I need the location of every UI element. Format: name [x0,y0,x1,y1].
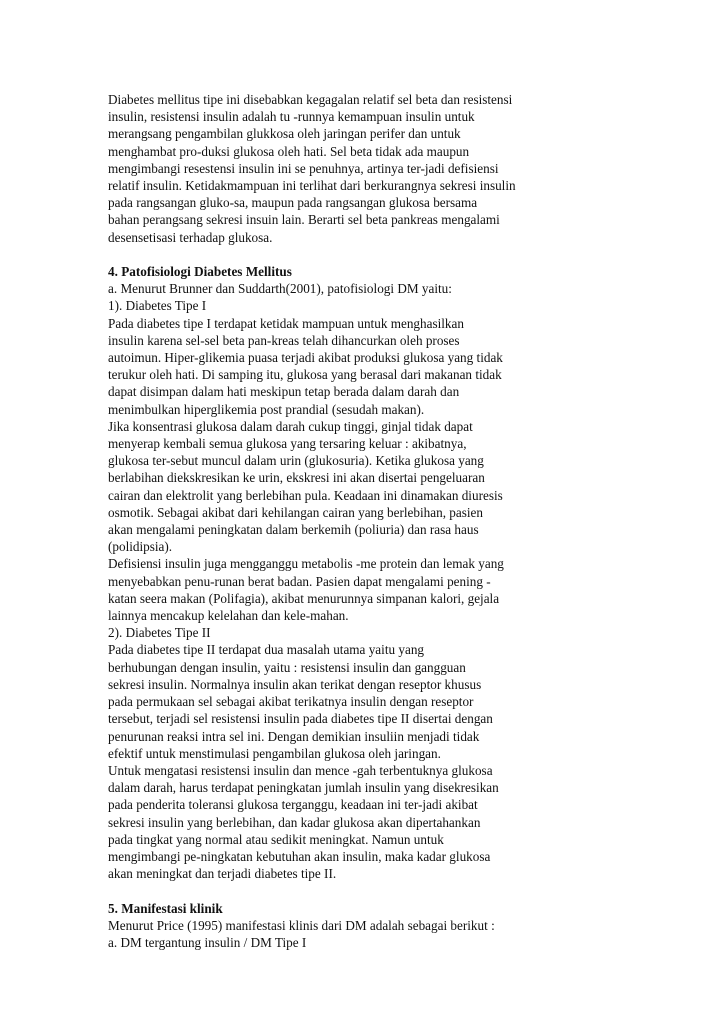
text-line: osmotik. Sebagai akibat dari kehilangan cairan yang berlebihan, pasien [108,504,483,520]
text-line: a. Menurut Brunner dan Suddarth(2001), patofisiologi DM yaitu: [108,281,452,297]
text-line: berlabihan diekskresikan ke urin, ekskresi ini akan disertai pengeluaran [108,470,485,486]
text-line: akan meningkat dan terjadi diabetes tipe II. [108,866,337,882]
text-line: insulin karena sel-sel beta pan-kreas telah dihancurkan oleh proses [108,332,460,348]
intro-paragraph [108,91,708,246]
section-patofisiologi [108,263,708,882]
document-page [108,91,708,951]
section-heading: 4. Patofisiologi Diabetes Mellitus [108,264,292,280]
paragraph-gap [108,882,708,899]
text-line: pada penderita toleransi glukosa terganggu, keadaan ini ter-jadi akibat [108,797,478,813]
text-line: cairan dan elektrolit yang berlebihan pula. Keadaan ini dinamakan diuresis [108,487,503,503]
text-line: menimbulkan hiperglikemia post prandial (sesudah makan). [108,401,425,417]
text-line: a. DM tergantung insulin / DM Tipe I [108,934,307,950]
text-line: 2). Diabetes Tipe II [108,625,211,641]
text-line: Pada diabetes tipe II terdapat dua masalah utama yaitu yang [108,642,425,658]
text-line: menyebabkan penu-runan berat badan. Pasien dapat mengalami pening - [108,573,491,589]
text-line: pada permukaan sel sebagai akibat terikatnya insulin dengan reseptor [108,694,474,710]
section-manifestasi [108,900,708,952]
text-line: Pada diabetes tipe I terdapat ketidak mampuan untuk menghasilkan [108,315,464,331]
text-line: tersebut, terjadi sel resistensi insulin pada diabetes tipe II disertai dengan [108,711,493,727]
text-line: dapat disimpan dalam hati meskipun tetap berada dalam darah dan [108,384,460,400]
section-heading: 5. Manifestasi klinik [108,900,223,916]
text-line: pada tingkat yang normal atau sedikit meningkat. Namun untuk [108,831,444,847]
text-line: glukosa ter-sebut muncul dalam urin (glukosuria). Ketika glukosa yang [108,453,484,469]
text-line: (polidipsia). [108,539,173,555]
text-line: penurunan reaksi intra sel ini. Dengan demikian insuliin menjadi tidak [108,728,480,744]
text-line: mengimbangi resestensi insulin ini se penuhnya, artinya ter-jadi defisiensi [108,160,499,176]
text-line: insulin, resistensi insulin adalah tu -runnya kemampuan insulin untuk [108,109,475,125]
text-line: menghambat pro-duksi glukosa oleh hati. Sel beta tidak ada maupun [108,143,470,159]
text-line: terukur oleh hati. Di samping itu, glukosa yang berasal dari makanan tidak [108,367,502,383]
text-line: Menurut Price (1995) manifestasi klinis dari DM adalah sebagai berikut : [108,917,495,933]
text-line: merangsang pengambilan glukkosa oleh jaringan perifer dan untuk [108,126,461,142]
text-line: lainnya mencakup kelelahan dan kele-mahan. [108,608,349,624]
text-line: katan seera makan (Polifagia), akibat menurunnya simpanan kalori, gejala [108,590,500,606]
text-line: 1). Diabetes Tipe I [108,298,207,314]
text-line: akan mengalami peningkatan dalam berkemih (poliuria) dan rasa haus [108,522,479,538]
text-line: sekresi insulin. Normalnya insulin akan terikat dengan reseptor khusus [108,676,482,692]
text-line: Diabetes mellitus tipe ini disebabkan kegagalan relatif sel beta dan resistensi [108,92,513,107]
text-line: Untuk mengatasi resistensi insulin dan mence -gah terbentuknya glukosa [108,762,493,778]
text-line: desensetisasi terhadap glukosa. [108,229,273,245]
text-line: pada rangsangan gluko-sa, maupun pada rangsangan glukosa bersama [108,195,478,211]
text-line: autoimun. Hiper-glikemia puasa terjadi akibat produksi glukosa yang tidak [108,350,503,366]
text-line: efektif untuk menstimulasi pengambilan glukosa oleh jaringan. [108,745,441,761]
paragraph-gap [108,246,708,263]
text-line: berhubungan dengan insulin, yaitu : resistensi insulin dan gangguan [108,659,466,675]
text-line: menyerap kembali semua glukosa yang tersaring keluar : akibatnya, [108,436,467,452]
text-line: Defisiensi insulin juga mengganggu metabolis -me protein dan lemak yang [108,556,504,572]
text-line: Jika konsentrasi glukosa dalam darah cukup tinggi, ginjal tidak dapat [108,418,473,434]
text-line: sekresi insulin yang berlebihan, dan kadar glukosa akan dipertahankan [108,814,481,830]
text-line: bahan perangsang sekresi insuin lain. Berarti sel beta pankreas mengalami [108,212,500,228]
text-line: relatif insulin. Ketidakmampuan ini terlihat dari berkurangnya sekresi insulin [108,178,516,194]
text-line: mengimbangi pe-ningkatan kebutuhan akan insulin, maka kadar glukosa [108,848,491,864]
text-line: dalam darah, harus terdapat peningkatan jumlah insulin yang disekresikan [108,780,499,796]
